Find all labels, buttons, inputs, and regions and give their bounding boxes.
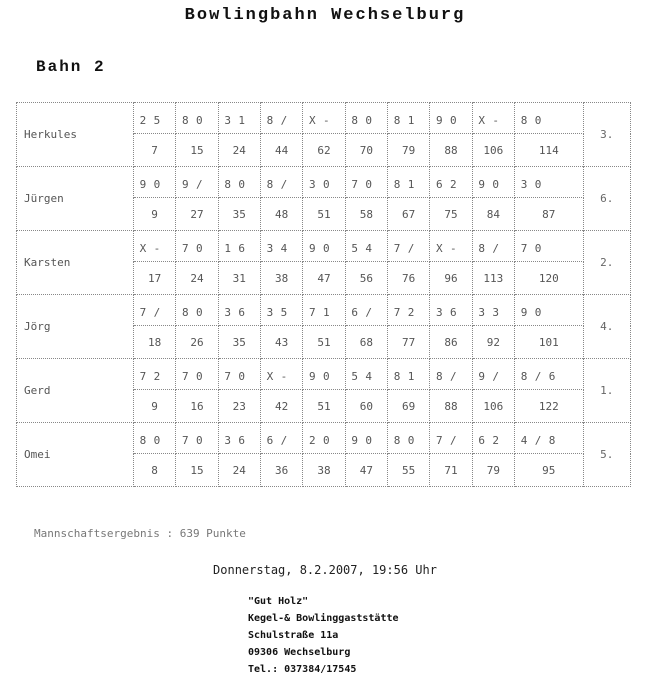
throw-value: 2 bbox=[309, 433, 316, 447]
frame-throws bbox=[218, 423, 260, 454]
throw-value: 0 bbox=[153, 177, 161, 191]
player-throws-row bbox=[17, 423, 631, 454]
frame-throws bbox=[472, 103, 514, 134]
throw-value: 3 bbox=[224, 305, 231, 319]
frame-throws bbox=[515, 295, 584, 326]
throw-value: 3 bbox=[266, 241, 274, 255]
throw-value: 8 bbox=[520, 369, 528, 383]
frame-throws bbox=[176, 167, 218, 198]
frame-throws bbox=[260, 295, 302, 326]
frame-throws bbox=[472, 423, 514, 454]
running-total: 42 bbox=[260, 390, 302, 423]
running-total: 79 bbox=[472, 454, 514, 487]
running-total: 44 bbox=[260, 134, 302, 167]
frame-throws bbox=[176, 295, 218, 326]
throw-value: X bbox=[139, 241, 147, 255]
frame-throws bbox=[472, 295, 514, 326]
throw-value: / bbox=[534, 433, 542, 447]
throw-value: - bbox=[450, 241, 457, 255]
throw-value: 8 bbox=[393, 369, 401, 383]
frame-throws bbox=[430, 359, 472, 390]
player-rank: 2. bbox=[583, 231, 630, 295]
frame-throws bbox=[260, 359, 302, 390]
throw-value: / bbox=[407, 241, 415, 255]
throw-value: / bbox=[280, 113, 288, 127]
running-total: 88 bbox=[430, 134, 472, 167]
throw-value: 0 bbox=[195, 433, 203, 447]
frame-throws bbox=[515, 103, 584, 134]
page-title: Bowlingbahn Wechselburg bbox=[184, 6, 466, 25]
player-name: Karsten bbox=[17, 231, 134, 295]
throw-value: 8 bbox=[393, 113, 401, 127]
throw-value: 8 bbox=[393, 177, 401, 191]
throw-value: 0 bbox=[450, 113, 457, 127]
throw-value: 5 bbox=[351, 241, 358, 255]
frame-throws bbox=[430, 423, 472, 454]
throw-value: 4 bbox=[520, 433, 528, 447]
throw-value: 3 bbox=[266, 305, 274, 319]
frame-throws bbox=[430, 295, 472, 326]
frame-throws bbox=[430, 103, 472, 134]
running-total: 55 bbox=[388, 454, 430, 487]
running-total: 15 bbox=[176, 454, 218, 487]
throw-value: 7 bbox=[181, 241, 189, 255]
throw-value: 6 bbox=[238, 433, 245, 447]
frame-throws bbox=[176, 231, 218, 262]
throw-value: 0 bbox=[534, 241, 542, 255]
frame-throws bbox=[260, 103, 302, 134]
frame-throws bbox=[430, 231, 472, 262]
running-total: 84 bbox=[472, 198, 514, 231]
frame-throws bbox=[260, 423, 302, 454]
throw-value: 8 bbox=[139, 433, 147, 447]
frame-throws bbox=[472, 167, 514, 198]
throw-value: 5 bbox=[280, 305, 288, 319]
running-total: 95 bbox=[515, 454, 584, 487]
running-total: 24 bbox=[176, 262, 218, 295]
frame-throws bbox=[388, 423, 430, 454]
running-total: 58 bbox=[345, 198, 387, 231]
running-total: 71 bbox=[430, 454, 472, 487]
running-total: 75 bbox=[430, 198, 472, 231]
frame-throws bbox=[345, 231, 387, 262]
throw-value: 0 bbox=[323, 177, 330, 191]
lane-label: Bahn 2 bbox=[36, 58, 106, 76]
frame-throws bbox=[133, 103, 175, 134]
frame-throws bbox=[345, 423, 387, 454]
throw-value: X bbox=[478, 113, 485, 127]
frame-throws bbox=[515, 231, 584, 262]
player-rank: 6. bbox=[583, 167, 630, 231]
running-total: 86 bbox=[430, 326, 472, 359]
player-name: Jörg bbox=[17, 295, 134, 359]
team-result: Mannschaftsergebnis : 639 Punkte bbox=[34, 527, 246, 540]
running-total: 51 bbox=[303, 390, 345, 423]
throw-value: 1 bbox=[238, 113, 245, 127]
frame-throws bbox=[303, 423, 345, 454]
throw-value: 0 bbox=[153, 433, 161, 447]
frame-throws bbox=[303, 103, 345, 134]
frame-throws bbox=[218, 295, 260, 326]
player-rank: 4. bbox=[583, 295, 630, 359]
running-total: 8 bbox=[133, 454, 175, 487]
throw-value: 4 bbox=[365, 369, 372, 383]
throw-value: 9 bbox=[351, 433, 358, 447]
frame-throws bbox=[218, 103, 260, 134]
throw-value: 8 bbox=[266, 177, 274, 191]
throw-value: / bbox=[492, 241, 499, 255]
throw-value: 4 bbox=[280, 241, 288, 255]
player-name: Omei bbox=[17, 423, 134, 487]
player-name: Jürgen bbox=[17, 167, 134, 231]
throw-value: 3 bbox=[224, 433, 231, 447]
throw-value: 5 bbox=[351, 369, 358, 383]
throw-value: 8 bbox=[520, 113, 528, 127]
score-table bbox=[16, 102, 631, 487]
running-total: 62 bbox=[303, 134, 345, 167]
throw-value: - bbox=[280, 369, 288, 383]
frame-throws bbox=[388, 295, 430, 326]
throw-value: / bbox=[153, 305, 161, 319]
throw-value: 7 bbox=[309, 305, 316, 319]
running-total: 47 bbox=[303, 262, 345, 295]
running-total: 68 bbox=[345, 326, 387, 359]
throw-value: 6 bbox=[351, 305, 358, 319]
running-total: 38 bbox=[260, 262, 302, 295]
frame-throws bbox=[218, 359, 260, 390]
frame-throws bbox=[260, 231, 302, 262]
throw-value: 3 bbox=[520, 177, 528, 191]
throw-value: 1 bbox=[407, 177, 415, 191]
throw-value: 1 bbox=[407, 369, 415, 383]
address-line: Schulstraße 11a bbox=[248, 630, 339, 641]
throw-value: - bbox=[492, 113, 499, 127]
throw-value: 8 bbox=[478, 241, 485, 255]
throw-value: 9 bbox=[478, 177, 485, 191]
throw-value: 8 bbox=[548, 433, 556, 447]
throw-value: 8 bbox=[224, 177, 231, 191]
running-total: 56 bbox=[345, 262, 387, 295]
running-total: 122 bbox=[515, 390, 584, 423]
player-rank: 1. bbox=[583, 359, 630, 423]
throw-value: 9 bbox=[436, 113, 443, 127]
throw-value: 0 bbox=[365, 433, 372, 447]
throw-value: 7 bbox=[520, 241, 528, 255]
throw-value: 3 bbox=[436, 305, 443, 319]
throw-value: 0 bbox=[238, 177, 245, 191]
throw-value: 2 bbox=[139, 113, 147, 127]
throw-value: 0 bbox=[534, 177, 542, 191]
running-total: 35 bbox=[218, 198, 260, 231]
running-total: 31 bbox=[218, 262, 260, 295]
running-total: 51 bbox=[303, 326, 345, 359]
player-rank: 3. bbox=[583, 103, 630, 167]
throw-value: 0 bbox=[323, 433, 330, 447]
throw-value: 7 bbox=[139, 305, 147, 319]
throw-value: - bbox=[323, 113, 330, 127]
date-time: Donnerstag, 8.2.2007, 19:56 Uhr bbox=[213, 563, 437, 577]
player-name: Gerd bbox=[17, 359, 134, 423]
throw-value: 7 bbox=[224, 369, 231, 383]
frame-throws bbox=[388, 231, 430, 262]
throw-value: 6 bbox=[266, 433, 274, 447]
throw-value: 0 bbox=[492, 177, 499, 191]
frame-throws bbox=[133, 295, 175, 326]
player-throws-row bbox=[17, 103, 631, 134]
frame-throws bbox=[388, 167, 430, 198]
frame-throws bbox=[472, 231, 514, 262]
frame-throws bbox=[515, 423, 584, 454]
running-total: 79 bbox=[388, 134, 430, 167]
running-total: 114 bbox=[515, 134, 584, 167]
player-rank: 5. bbox=[583, 423, 630, 487]
frame-throws bbox=[345, 295, 387, 326]
frame-throws bbox=[133, 167, 175, 198]
frame-throws bbox=[303, 295, 345, 326]
throw-value: 8 bbox=[436, 369, 443, 383]
throw-value: 6 bbox=[238, 241, 245, 255]
throw-value: 7 bbox=[181, 433, 189, 447]
frame-throws bbox=[388, 103, 430, 134]
throw-value: / bbox=[450, 433, 457, 447]
running-total: 67 bbox=[388, 198, 430, 231]
running-total: 9 bbox=[133, 390, 175, 423]
running-total: 88 bbox=[430, 390, 472, 423]
throw-value: 8 bbox=[181, 113, 189, 127]
throw-value: 3 bbox=[224, 113, 231, 127]
address-line: 09306 Wechselburg bbox=[248, 647, 351, 658]
frame-throws bbox=[345, 359, 387, 390]
throw-value: 3 bbox=[309, 177, 316, 191]
running-total: 36 bbox=[260, 454, 302, 487]
throw-value: 6 bbox=[478, 433, 485, 447]
frame-throws bbox=[303, 167, 345, 198]
throw-value: 7 bbox=[139, 369, 147, 383]
throw-value: 7 bbox=[351, 177, 358, 191]
throw-value: 7 bbox=[393, 305, 401, 319]
running-total: 47 bbox=[345, 454, 387, 487]
running-total: 101 bbox=[515, 326, 584, 359]
throw-value: 2 bbox=[153, 369, 161, 383]
running-total: 24 bbox=[218, 134, 260, 167]
throw-value: 1 bbox=[407, 113, 415, 127]
throw-value: / bbox=[280, 177, 288, 191]
throw-value: 0 bbox=[407, 433, 415, 447]
running-total: 51 bbox=[303, 198, 345, 231]
throw-value: X bbox=[266, 369, 274, 383]
throw-value: X bbox=[436, 241, 443, 255]
throw-value: 0 bbox=[365, 113, 372, 127]
frame-throws bbox=[260, 167, 302, 198]
player-throws-row bbox=[17, 167, 631, 198]
throw-value: 8 bbox=[266, 113, 274, 127]
throw-value: 2 bbox=[407, 305, 415, 319]
throw-value: 6 bbox=[548, 369, 556, 383]
frame-throws bbox=[345, 103, 387, 134]
throw-value: / bbox=[365, 305, 372, 319]
player-throws-row bbox=[17, 359, 631, 390]
player-throws-row bbox=[17, 295, 631, 326]
frame-throws bbox=[515, 167, 584, 198]
running-total: 87 bbox=[515, 198, 584, 231]
frame-throws bbox=[388, 359, 430, 390]
running-total: 17 bbox=[133, 262, 175, 295]
frame-throws bbox=[303, 231, 345, 262]
throw-value: 1 bbox=[224, 241, 231, 255]
frame-throws bbox=[515, 359, 584, 390]
throw-value: 0 bbox=[534, 113, 542, 127]
running-total: 43 bbox=[260, 326, 302, 359]
throw-value: / bbox=[492, 369, 499, 383]
throw-value: 9 bbox=[520, 305, 528, 319]
throw-value: 9 bbox=[139, 177, 147, 191]
frame-throws bbox=[133, 231, 175, 262]
throw-value: 0 bbox=[323, 369, 330, 383]
frame-throws bbox=[176, 359, 218, 390]
throw-value: 0 bbox=[195, 305, 203, 319]
throw-value: 0 bbox=[323, 241, 330, 255]
frame-throws bbox=[430, 167, 472, 198]
frame-throws bbox=[133, 423, 175, 454]
throw-value: 8 bbox=[351, 113, 358, 127]
frame-throws bbox=[176, 423, 218, 454]
throw-value: 6 bbox=[436, 177, 443, 191]
throw-value: 7 bbox=[436, 433, 443, 447]
throw-value: 0 bbox=[238, 369, 245, 383]
throw-value: 8 bbox=[181, 305, 189, 319]
throw-value: 2 bbox=[492, 433, 499, 447]
throw-value: 6 bbox=[450, 305, 457, 319]
throw-value: 0 bbox=[195, 369, 203, 383]
player-throws-row bbox=[17, 231, 631, 262]
throw-value: 0 bbox=[195, 113, 203, 127]
frame-throws bbox=[303, 359, 345, 390]
frame-throws bbox=[218, 167, 260, 198]
running-total: 26 bbox=[176, 326, 218, 359]
address-line: Tel.: 037384/17545 bbox=[248, 664, 357, 675]
frame-throws bbox=[176, 103, 218, 134]
running-total: 106 bbox=[472, 134, 514, 167]
running-total: 24 bbox=[218, 454, 260, 487]
frame-throws bbox=[345, 167, 387, 198]
running-total: 96 bbox=[430, 262, 472, 295]
running-total: 7 bbox=[133, 134, 175, 167]
running-total: 60 bbox=[345, 390, 387, 423]
throw-value: / bbox=[450, 369, 457, 383]
throw-value: 9 bbox=[478, 369, 485, 383]
throw-value: 3 bbox=[478, 305, 485, 319]
running-total: 92 bbox=[472, 326, 514, 359]
address-line: Kegel-& Bowlinggaststätte bbox=[248, 613, 399, 624]
frame-throws bbox=[218, 231, 260, 262]
throw-value: 2 bbox=[450, 177, 457, 191]
throw-value: 9 bbox=[181, 177, 189, 191]
running-total: 106 bbox=[472, 390, 514, 423]
running-total: 70 bbox=[345, 134, 387, 167]
running-total: 69 bbox=[388, 390, 430, 423]
throw-value: 9 bbox=[309, 369, 316, 383]
running-total: 35 bbox=[218, 326, 260, 359]
running-total: 27 bbox=[176, 198, 218, 231]
frame-throws bbox=[133, 359, 175, 390]
venue-address bbox=[248, 593, 399, 678]
throw-value: / bbox=[534, 369, 542, 383]
running-total: 113 bbox=[472, 262, 514, 295]
frame-throws bbox=[472, 359, 514, 390]
player-name: Herkules bbox=[17, 103, 134, 167]
throw-value: 0 bbox=[365, 177, 372, 191]
throw-value: 7 bbox=[181, 369, 189, 383]
running-total: 15 bbox=[176, 134, 218, 167]
throw-value: 9 bbox=[309, 241, 316, 255]
running-total: 120 bbox=[515, 262, 584, 295]
throw-value: 7 bbox=[393, 241, 401, 255]
throw-value: 1 bbox=[323, 305, 330, 319]
running-total: 18 bbox=[133, 326, 175, 359]
throw-value: 5 bbox=[153, 113, 161, 127]
running-total: 76 bbox=[388, 262, 430, 295]
throw-value: 6 bbox=[238, 305, 245, 319]
throw-value: 3 bbox=[492, 305, 499, 319]
running-total: 77 bbox=[388, 326, 430, 359]
throw-value: / bbox=[280, 433, 288, 447]
throw-value: X bbox=[309, 113, 316, 127]
running-total: 48 bbox=[260, 198, 302, 231]
throw-value: 0 bbox=[195, 241, 203, 255]
throw-value: 4 bbox=[365, 241, 372, 255]
throw-value: - bbox=[153, 241, 161, 255]
running-total: 38 bbox=[303, 454, 345, 487]
running-total: 16 bbox=[176, 390, 218, 423]
throw-value: 0 bbox=[534, 305, 542, 319]
throw-value: 8 bbox=[393, 433, 401, 447]
running-total: 23 bbox=[218, 390, 260, 423]
running-total: 9 bbox=[133, 198, 175, 231]
throw-value: / bbox=[195, 177, 203, 191]
address-line: "Gut Holz" bbox=[248, 596, 309, 607]
